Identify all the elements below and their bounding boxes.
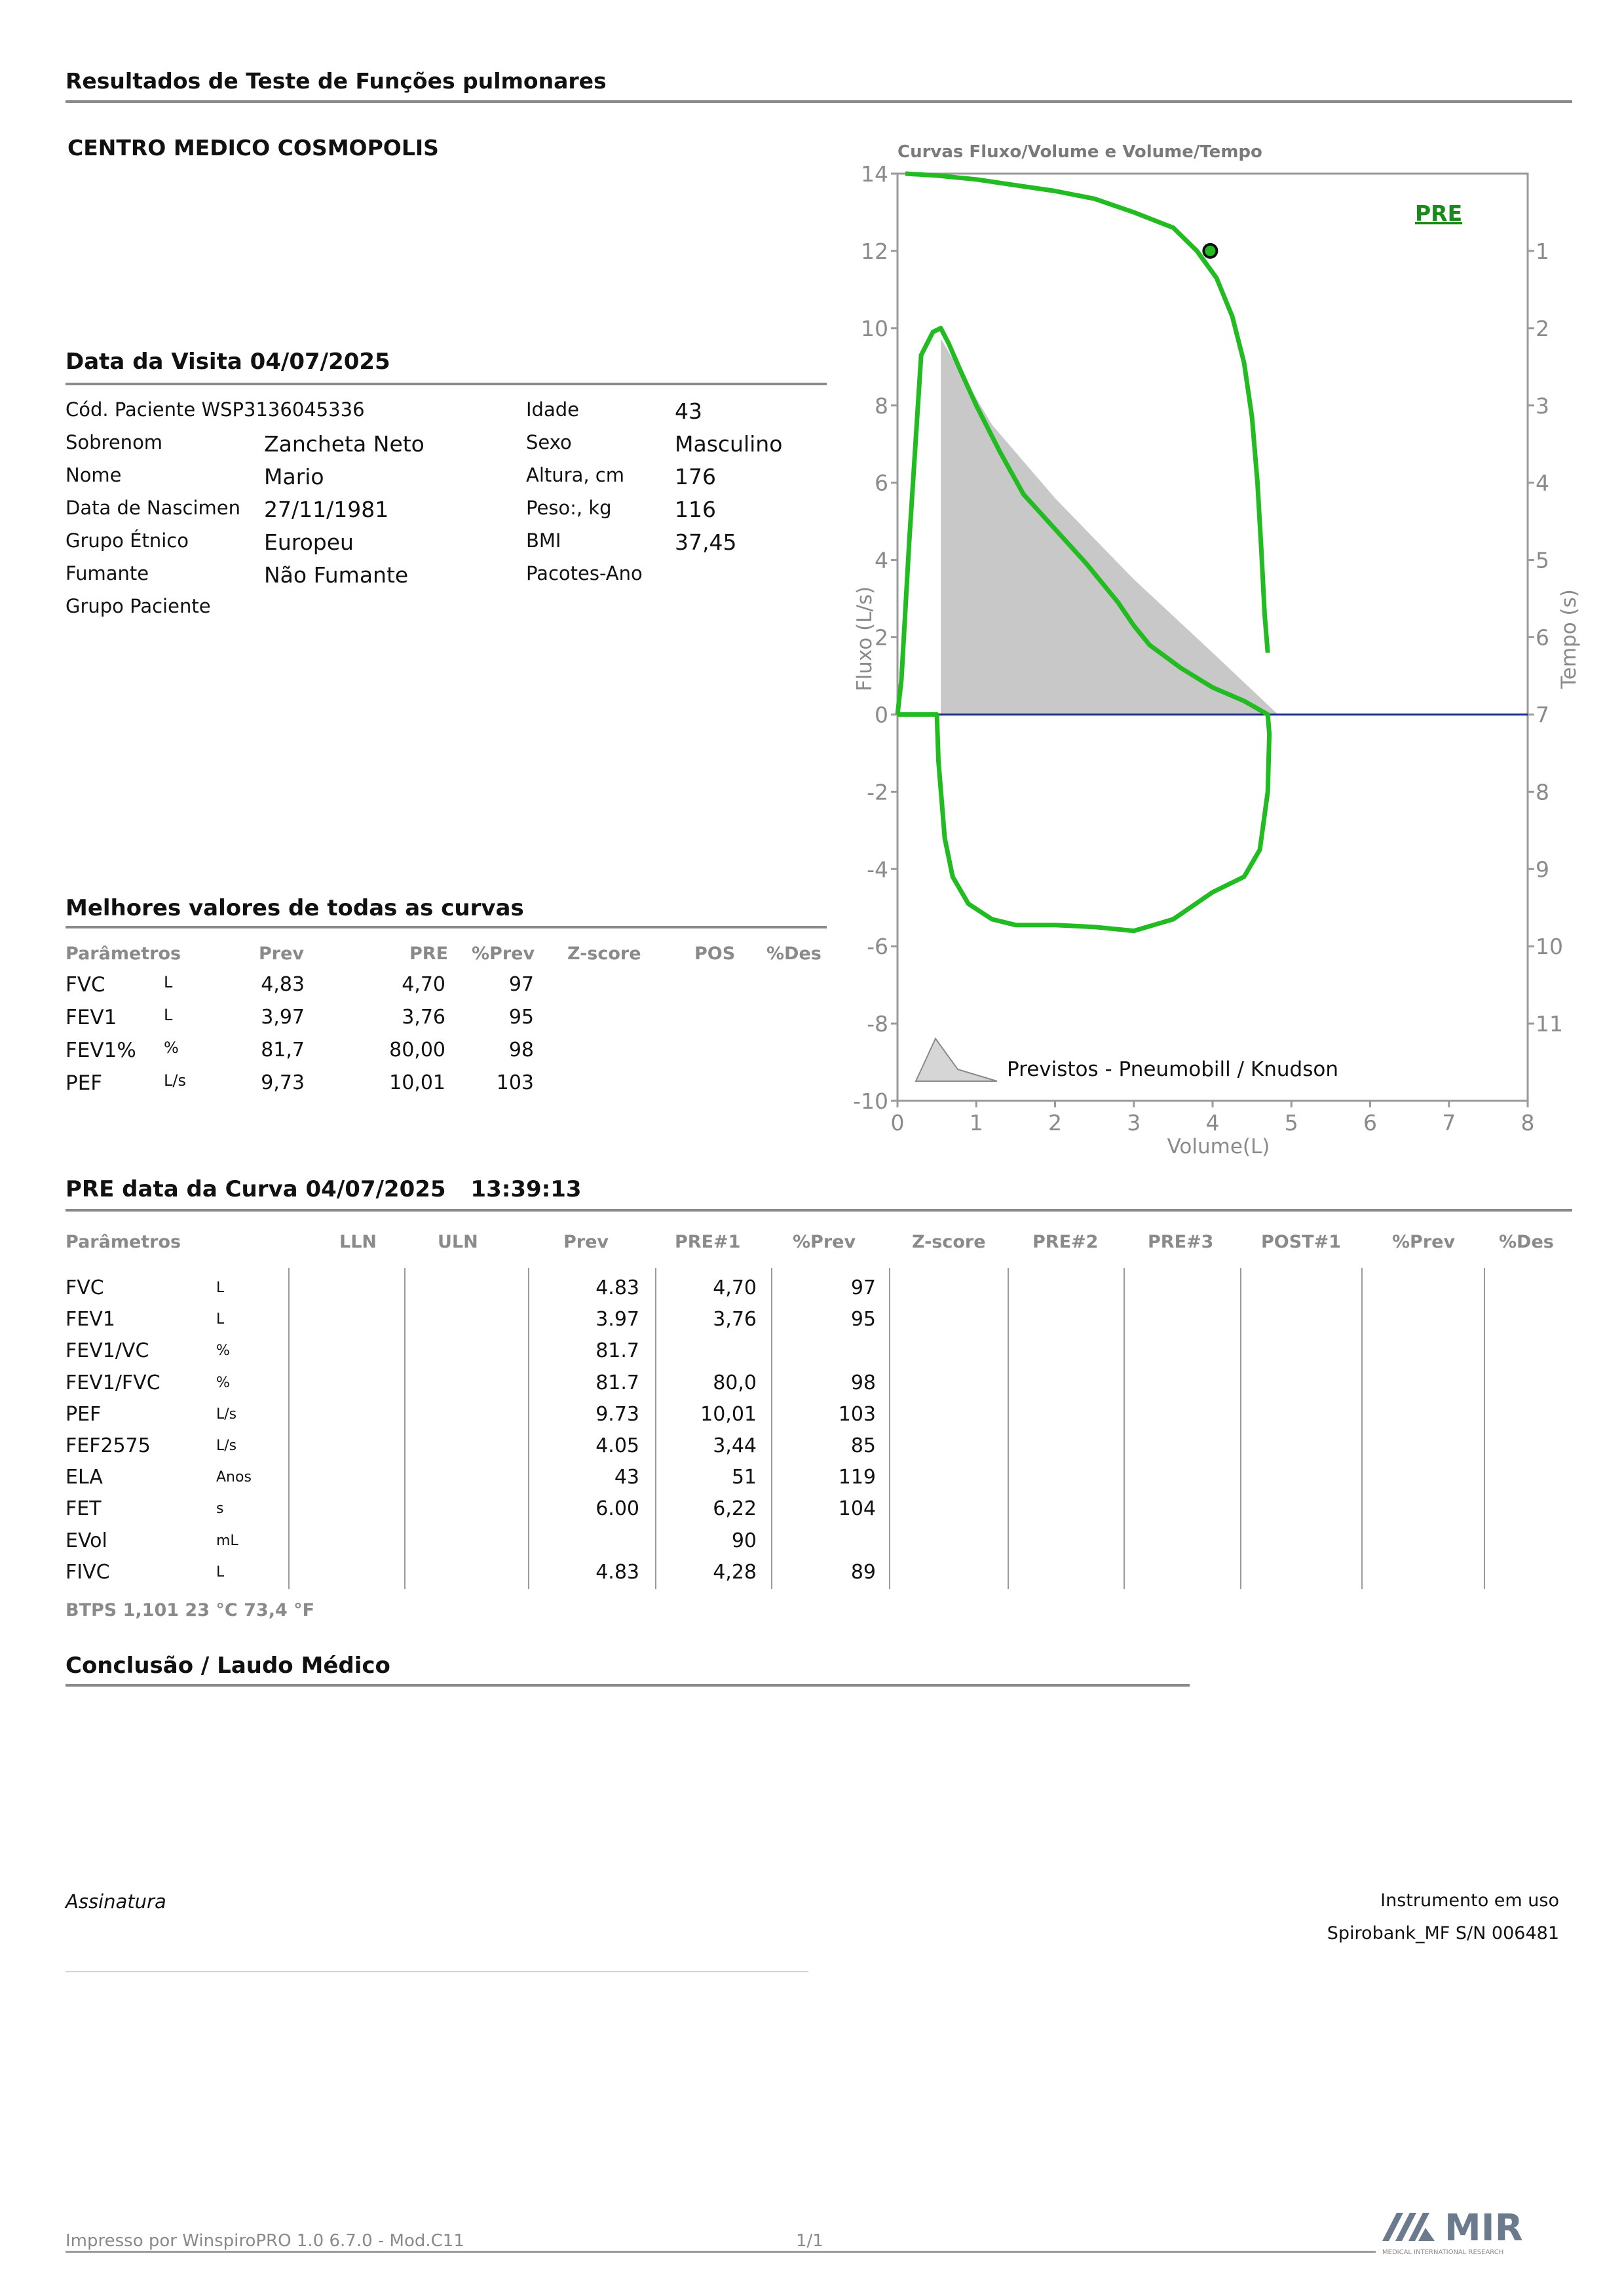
best-row-unit: % [164, 1039, 179, 1057]
best-row-pre: 3,76 [402, 1006, 445, 1029]
curve-row-prev: 3.97 [595, 1308, 639, 1331]
surname-label: Sobrenom [66, 431, 163, 453]
best-row-pre: 4,70 [402, 973, 445, 996]
best-row-pprev: 103 [496, 1071, 534, 1094]
birthdate-value: 27/11/1981 [264, 497, 389, 522]
curve-row-pprev: 89 [850, 1560, 876, 1584]
legend-pre: PRE [1415, 201, 1463, 226]
curve-row-pre1: 10,01 [700, 1402, 757, 1426]
best-row-pprev: 98 [508, 1039, 534, 1062]
curve-row-name: FEF2575 [66, 1434, 151, 1457]
best-row-pre: 10,01 [389, 1071, 445, 1094]
best-row-name: FEV1% [66, 1039, 136, 1062]
curve-title [66, 1176, 582, 1202]
age-value: 43 [675, 398, 702, 424]
report-title: Resultados de Teste de Funções pulmonares [66, 68, 607, 94]
clinic-name: CENTRO MEDICO COSMOPOLIS [67, 135, 439, 161]
logo-subtitle: MEDICAL INTERNATIONAL RESEARCH [1382, 2249, 1504, 2256]
curve-row-name: FEV1 [66, 1308, 115, 1331]
best-header-pre: PRE [409, 944, 449, 964]
y-tick-label: 14 [861, 161, 888, 187]
flow-volume-chart [819, 131, 1581, 1179]
instrument-value: Spirobank_MF S/N 006481 [1327, 1923, 1559, 1943]
curve-header-pre1: PRE#1 [675, 1232, 741, 1252]
surname-value: Zancheta Neto [264, 431, 425, 457]
ethnic-value: Europeu [264, 529, 354, 555]
curve-row-prev: 6.00 [595, 1497, 639, 1521]
conclusion-divider [66, 1684, 1190, 1687]
best-row-prev: 4,83 [261, 973, 305, 996]
y2-tick-label: 9 [1536, 856, 1549, 883]
curve-row-prev: 81.7 [595, 1371, 639, 1394]
footer-divider [66, 2251, 1376, 2253]
curve-header-pprev2: %Prev [1392, 1232, 1456, 1252]
best-header-zscore: Z-score [567, 944, 641, 964]
instrument-label: Instrumento em uso [1380, 1890, 1559, 1911]
curve-row-name: EVol [66, 1529, 107, 1552]
y-tick-label: 8 [875, 392, 888, 419]
signature-line [66, 1971, 808, 1972]
predicted-area [941, 339, 1278, 715]
curve-divider [66, 1209, 1572, 1212]
best-row-prev: 3,97 [261, 1006, 305, 1029]
curve-row-name: PEF [66, 1402, 102, 1426]
mir-logo [1382, 2205, 1572, 2257]
curve-row-pre1: 90 [731, 1529, 757, 1552]
curve-row-pre1: 6,22 [713, 1497, 757, 1521]
col-divider [1124, 1268, 1125, 1589]
curve-row-name: FET [66, 1497, 102, 1521]
best-row-pprev: 97 [508, 973, 534, 996]
curve-row-unit: L [216, 1311, 225, 1328]
curve-row-name: ELA [66, 1466, 103, 1489]
col-divider [1361, 1268, 1363, 1589]
curve-row-unit: L [216, 1563, 225, 1580]
curve-row-prev: 43 [614, 1466, 639, 1489]
predicted-area-shape [941, 339, 1278, 715]
curve-row-unit: mL [216, 1532, 238, 1549]
curve-row-unit: L [216, 1280, 225, 1296]
curve-row-pprev: 85 [850, 1434, 876, 1457]
curve-row-unit: % [216, 1374, 230, 1391]
visit-title: Data da Visita 04/07/2025 [66, 349, 390, 375]
curve-row-pprev: 95 [850, 1308, 876, 1331]
curve-header-post1: POST#1 [1261, 1232, 1342, 1252]
y2-tick-label: 2 [1536, 315, 1549, 341]
curve-row-pprev: 103 [838, 1402, 876, 1426]
curve-header-des: %Des [1499, 1232, 1554, 1252]
logo-text: MIR [1445, 2207, 1523, 2249]
best-row-pre: 80,00 [389, 1039, 445, 1062]
visit-divider [66, 383, 827, 385]
best-row-name: PEF [66, 1071, 103, 1095]
chart-title: Curvas Fluxo/Volume e Volume/Tempo [897, 142, 1262, 162]
smoker-value: Não Fumante [264, 562, 409, 588]
best-header-param: Parâmetros [66, 944, 181, 964]
best-header-pos: POS [694, 944, 736, 964]
curve-row-unit: s [216, 1501, 224, 1518]
y2-tick-label: 8 [1536, 779, 1549, 805]
pack-years-label: Pacotes-Ano [526, 562, 643, 584]
x-tick-label: 2 [1048, 1110, 1062, 1136]
printed-by: Impresso por WinspiroPRO 1.0 6.7.0 - Mod.C11 [66, 2231, 464, 2251]
bmi-label: BMI [526, 529, 561, 552]
y2-tick-label: 10 [1536, 934, 1563, 960]
x-tick-label: 4 [1205, 1110, 1220, 1136]
ethnic-label: Grupo Étnico [66, 529, 189, 552]
best-row-name: FEV1 [66, 1006, 117, 1029]
curve-row-pre1: 4,28 [713, 1560, 757, 1584]
y2-tick-label: 4 [1536, 470, 1549, 496]
curve-row-pre1: 3,44 [713, 1434, 757, 1457]
curve-row-pre1: 3,76 [713, 1308, 757, 1331]
conclusion-title: Conclusão / Laudo Médico [66, 1653, 390, 1679]
best-row-unit: L [164, 1006, 173, 1024]
height-label: Altura, cm [526, 464, 624, 486]
patient-group-label: Grupo Paciente [66, 595, 211, 617]
curve-header-zscore: Z-score [912, 1232, 986, 1252]
x-tick-label: 5 [1284, 1110, 1298, 1136]
best-values-divider [66, 926, 827, 928]
best-header-des: %Des [766, 944, 821, 964]
y-tick-label: 2 [875, 624, 888, 651]
btps-line: BTPS 1,101 23 °C 73,4 °F [66, 1600, 315, 1620]
y-tick-label: -6 [867, 934, 888, 960]
y-tick-label: -10 [853, 1088, 888, 1114]
curve-header-param: Parâmetros [66, 1232, 181, 1252]
y-tick-label: 0 [875, 702, 888, 728]
best-row-unit: L/s [164, 1071, 186, 1090]
y2-tick-label: 1 [1536, 238, 1549, 264]
name-label: Nome [66, 464, 122, 486]
x-tick-label: 1 [969, 1110, 983, 1136]
curve-row-prev: 4.83 [595, 1276, 639, 1299]
curve-row-name: FVC [66, 1276, 104, 1299]
weight-label: Peso:, kg [526, 497, 612, 519]
header-divider [66, 100, 1572, 103]
y-tick-label: -2 [867, 779, 888, 805]
curve-row-prev: 4.83 [595, 1560, 639, 1584]
col-divider [889, 1268, 890, 1589]
signature-label: Assinatura [66, 1890, 166, 1913]
curve-row-pre1: 51 [731, 1466, 757, 1489]
smoker-label: Fumante [66, 562, 149, 584]
y-tick-label: -4 [867, 856, 888, 883]
x-tick-label: 0 [890, 1110, 905, 1136]
curve-row-prev: 4.05 [595, 1434, 639, 1457]
curve-header-pre3: PRE#3 [1148, 1232, 1214, 1252]
weight-value: 116 [675, 497, 716, 522]
curve-time: 13:39:13 [470, 1176, 582, 1202]
curve-row-pprev: 104 [838, 1497, 876, 1521]
x-tick-label: 3 [1127, 1110, 1141, 1136]
curve-row-prev: 9.73 [595, 1402, 639, 1426]
col-divider [1240, 1268, 1241, 1589]
age-label: Idade [526, 398, 579, 421]
curve-title-text: PRE data da Curva 04/07/2025 [66, 1176, 446, 1202]
curve-row-unit: Anos [216, 1469, 252, 1486]
curve-header-prev: Prev [563, 1232, 609, 1252]
x-tick-label: 7 [1442, 1110, 1456, 1136]
best-row-pprev: 95 [508, 1006, 534, 1029]
x-tick-label: 6 [1363, 1110, 1377, 1136]
curve-row-pre1: 80,0 [713, 1371, 757, 1394]
y-tick-label: 6 [875, 470, 888, 496]
col-divider [288, 1268, 290, 1589]
birthdate-label: Data de Nascimen [66, 497, 240, 519]
best-header-pprev: %Prev [472, 944, 535, 964]
curve-row-unit: % [216, 1343, 230, 1360]
best-row-prev: 81,7 [261, 1039, 305, 1062]
y2-tick-label: 3 [1536, 392, 1549, 419]
curve-header-pprev: %Prev [793, 1232, 856, 1252]
end-of-test-marker [1203, 244, 1217, 258]
y-tick-label: 4 [875, 547, 888, 573]
y2-tick-label: 7 [1536, 702, 1549, 728]
curve-row-unit: L/s [216, 1438, 237, 1454]
best-values-title: Melhores valores de todas as curvas [66, 895, 524, 921]
col-divider [1484, 1268, 1485, 1589]
best-row-name: FVC [66, 973, 105, 997]
curve-header-pre2: PRE#2 [1032, 1232, 1099, 1252]
curve-row-name: FEV1/VC [66, 1339, 149, 1363]
best-header-prev: Prev [259, 944, 305, 964]
curve-row-pprev: 119 [838, 1466, 876, 1489]
curve-row-prev: 81.7 [595, 1339, 639, 1363]
page-number: 1/1 [796, 2231, 823, 2251]
y2-tick-label: 5 [1536, 547, 1549, 573]
curve-row-pre1: 4,70 [713, 1276, 757, 1299]
curve-header-uln: ULN [438, 1232, 478, 1252]
predicted-legend-label: Previstos - Pneumobill / Knudson [1007, 1058, 1338, 1081]
curve-row-pprev: 98 [850, 1371, 876, 1394]
sex-value: Masculino [675, 431, 783, 457]
y-tick-label: 10 [861, 315, 888, 341]
curve-row-unit: L/s [216, 1406, 237, 1423]
mir-logo-icon [1382, 2205, 1572, 2257]
best-row-prev: 9,73 [261, 1071, 305, 1094]
curve-header-lln: LLN [339, 1232, 377, 1252]
curve-row-pprev: 97 [850, 1276, 876, 1299]
best-row-unit: L [164, 973, 173, 991]
patient-code: Cód. Paciente WSP3136045336 [66, 398, 365, 421]
y-axis-label: Fluxo (L/s) [853, 586, 877, 692]
col-divider [1008, 1268, 1009, 1589]
predicted-legend-icon [916, 1039, 997, 1081]
x-axis-label: Volume(L) [1167, 1135, 1270, 1158]
y-tick-label: -8 [867, 1011, 888, 1037]
y-tick-label: 12 [861, 238, 888, 264]
y2-tick-label: 11 [1536, 1011, 1563, 1037]
y2-tick-label: 6 [1536, 624, 1549, 651]
x-tick-label: 8 [1520, 1110, 1535, 1136]
bmi-value: 37,45 [675, 529, 737, 555]
height-value: 176 [675, 464, 716, 489]
curve-row-name: FEV1/FVC [66, 1371, 161, 1394]
col-divider [404, 1268, 406, 1589]
name-value: Mario [264, 464, 324, 489]
sex-label: Sexo [526, 431, 572, 453]
curve-row-name: FIVC [66, 1560, 110, 1584]
y2-axis-label: Tempo (s) [1557, 589, 1581, 689]
